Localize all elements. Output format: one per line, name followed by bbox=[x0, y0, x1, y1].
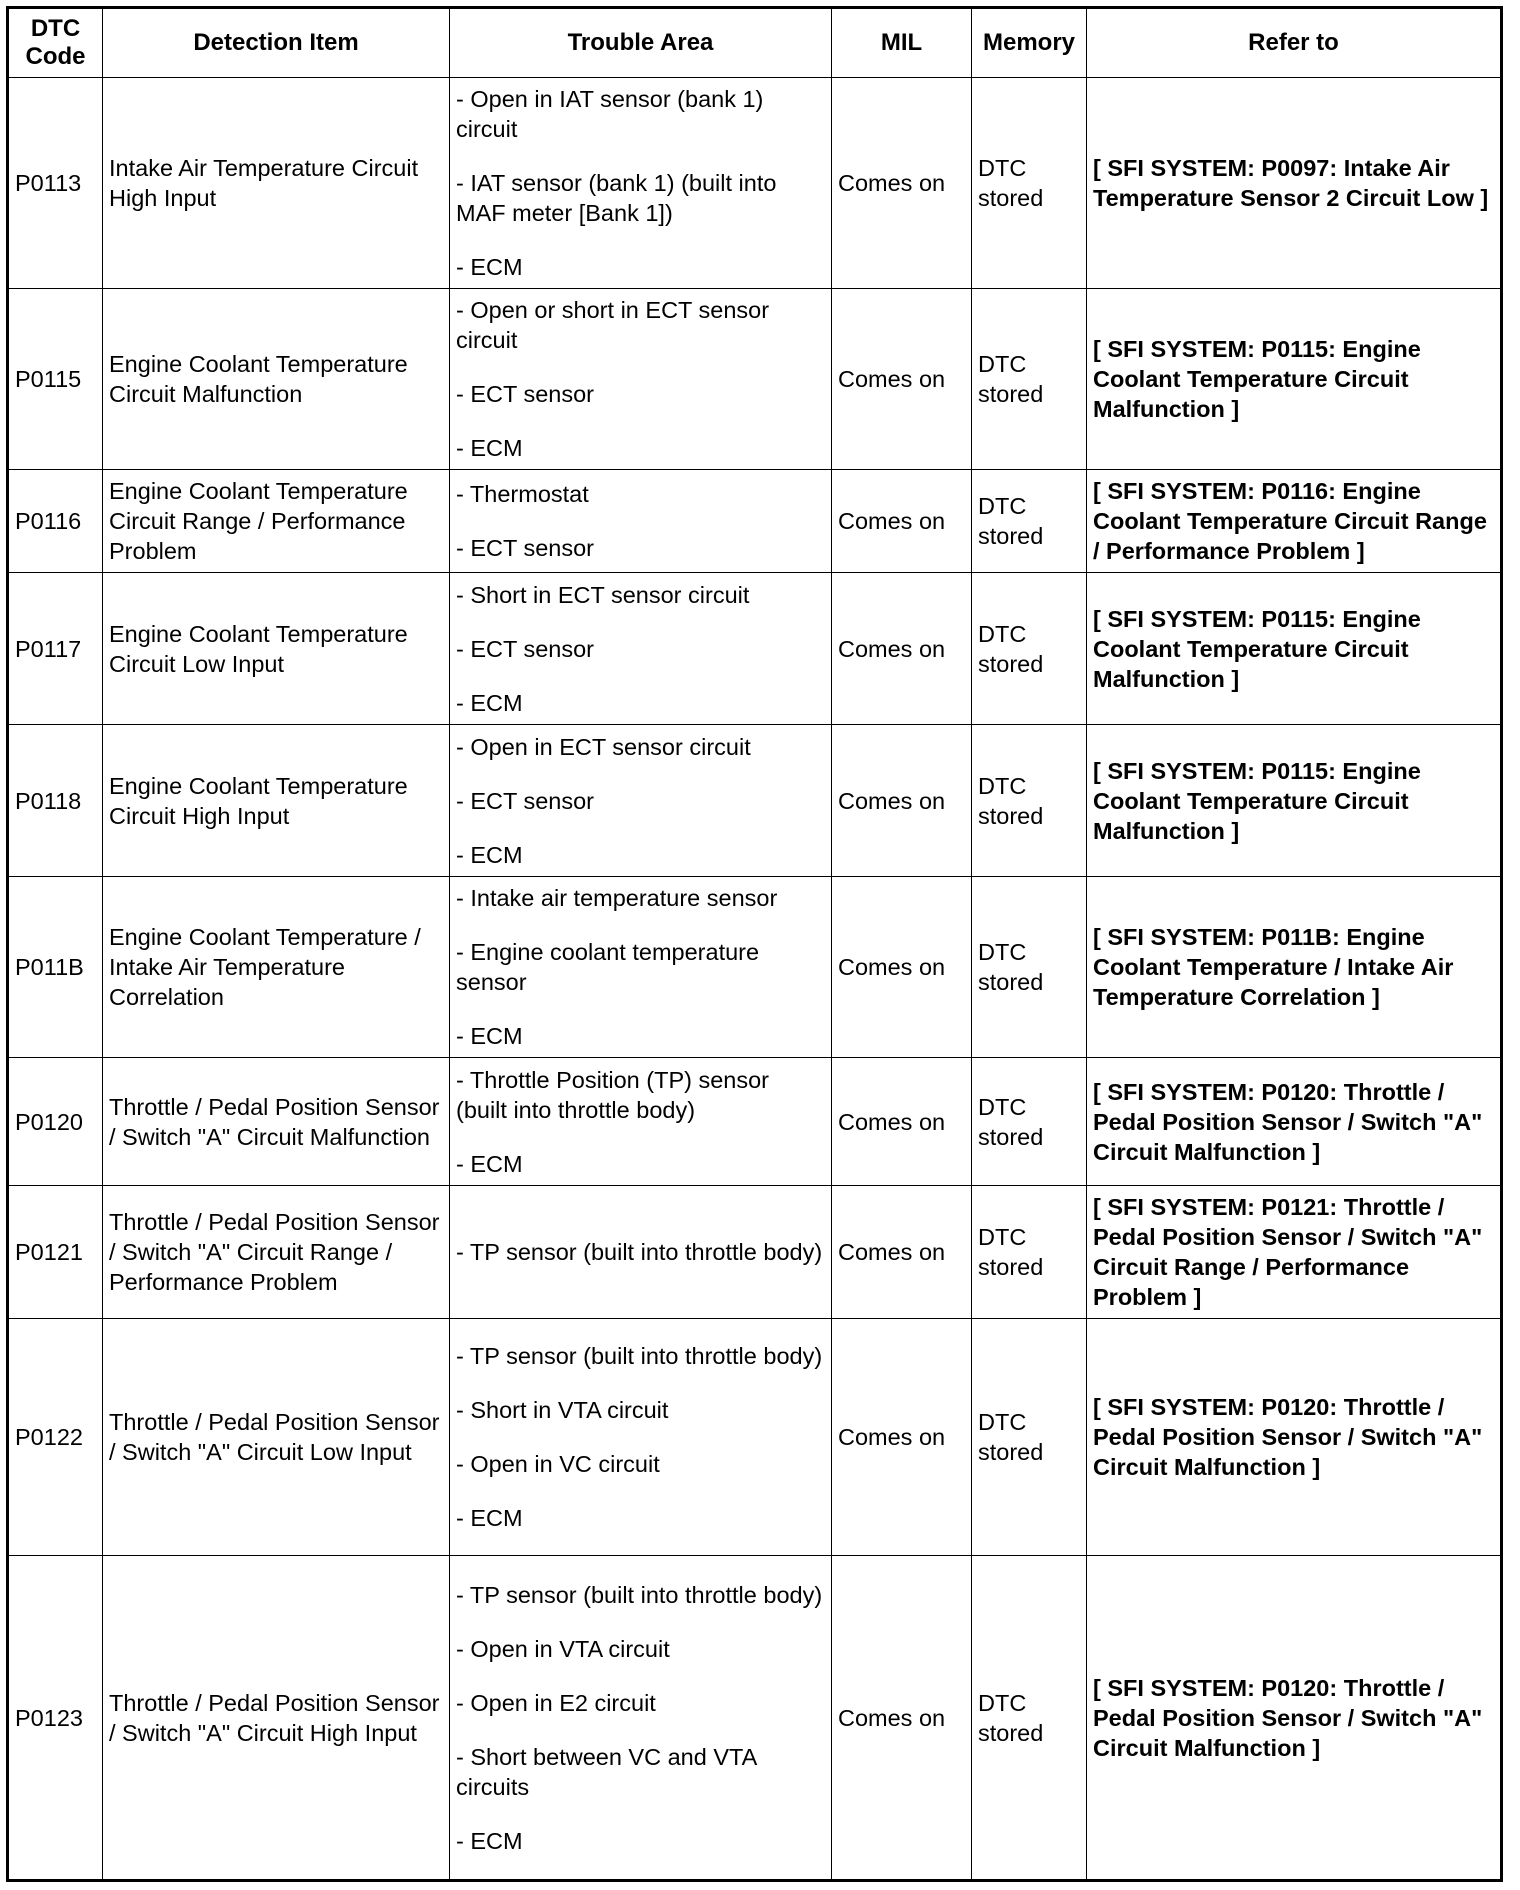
trouble-area-item: - Engine coolant temperature sensor bbox=[456, 939, 760, 995]
detection-item-cell: Engine Coolant Temperature / Intake Air Temperature Correlation bbox=[103, 877, 450, 1058]
line-gap bbox=[456, 816, 825, 840]
detection-item-cell: Engine Coolant Temperature Circuit Range / Performance Problem bbox=[103, 470, 450, 573]
table-row bbox=[8, 1186, 1502, 1319]
line-gap bbox=[456, 1610, 825, 1634]
dtc-code-cell: P0116 bbox=[8, 470, 103, 573]
trouble-area-item: - ECM bbox=[456, 435, 523, 461]
refer-to-cell: [ SFI SYSTEM: P011B: Engine Coolant Temperature / Intake Air Temperature Correlation ] bbox=[1087, 877, 1502, 1058]
mil-cell: Comes on bbox=[832, 1058, 972, 1186]
dtc-code-cell: P0118 bbox=[8, 725, 103, 877]
table-row bbox=[8, 470, 1502, 573]
mil-cell: Comes on bbox=[832, 470, 972, 573]
mil-cell: Comes on bbox=[832, 725, 972, 877]
trouble-area-item: - ECM bbox=[456, 841, 523, 868]
trouble-area-cell bbox=[450, 78, 832, 289]
line-gap bbox=[456, 228, 825, 252]
header-detection-item: Detection Item bbox=[103, 8, 450, 78]
table-row bbox=[8, 289, 1502, 470]
trouble-area-cell bbox=[450, 1186, 832, 1319]
detection-item-cell: Engine Coolant Temperature Circuit Low Input bbox=[103, 573, 450, 725]
line-gap bbox=[456, 1664, 825, 1688]
refer-to-cell: [ SFI SYSTEM: P0120: Throttle / Pedal Position Sensor / Switch "A" Circuit Malfunction ] bbox=[1087, 1556, 1502, 1881]
trouble-area-item: - Throttle Position (TP) sensor (built into throttle body) bbox=[456, 1066, 770, 1123]
trouble-area-item: - Short in ECT sensor circuit bbox=[456, 581, 750, 608]
dtc-code-cell: P0113 bbox=[8, 78, 103, 289]
dtc-code-cell: P011B bbox=[8, 877, 103, 1058]
dtc-code-cell: P0115 bbox=[8, 289, 103, 470]
line-gap bbox=[456, 664, 825, 688]
memory-cell: DTC stored bbox=[972, 1556, 1087, 1881]
mil-cell: Comes on bbox=[832, 1556, 972, 1881]
detection-item-cell: Throttle / Pedal Position Sensor / Switch "A" Circuit Low Input bbox=[103, 1319, 450, 1556]
refer-to-cell: [ SFI SYSTEM: P0115: Engine Coolant Temperature Circuit Malfunction ] bbox=[1087, 725, 1502, 877]
table-row bbox=[8, 1058, 1502, 1186]
line-gap bbox=[456, 610, 825, 634]
refer-to-cell: [ SFI SYSTEM: P0120: Throttle / Pedal Position Sensor / Switch "A" Circuit Malfunction ] bbox=[1087, 1319, 1502, 1556]
trouble-area-item: - Open in IAT sensor (bank 1) circuit bbox=[456, 86, 764, 142]
detection-item-cell: Engine Coolant Temperature Circuit Malfunction bbox=[103, 289, 450, 470]
line-gap bbox=[456, 997, 825, 1021]
table-body bbox=[8, 78, 1502, 1881]
line-gap bbox=[456, 1479, 825, 1503]
memory-cell: DTC stored bbox=[972, 78, 1087, 289]
trouble-area-cell bbox=[450, 1556, 832, 1881]
memory-cell: DTC stored bbox=[972, 573, 1087, 725]
line-gap bbox=[456, 1125, 825, 1149]
detection-item-cell: Throttle / Pedal Position Sensor / Switch "A" Circuit Malfunction bbox=[103, 1058, 450, 1186]
header-refer-to: Refer to bbox=[1087, 8, 1502, 78]
trouble-area-item: - Short between VC and VTA circuits bbox=[456, 1743, 757, 1800]
header-dtc-code: DTC Code bbox=[8, 8, 103, 78]
trouble-area-item: - ECM bbox=[456, 1827, 523, 1854]
mil-cell: Comes on bbox=[832, 1319, 972, 1556]
memory-cell: DTC stored bbox=[972, 877, 1087, 1058]
trouble-area-item: - ECM bbox=[456, 254, 523, 280]
line-gap bbox=[456, 409, 825, 433]
header-mil: MIL bbox=[832, 8, 972, 78]
refer-to-cell: [ SFI SYSTEM: P0116: Engine Coolant Temperature Circuit Range / Performance Problem ] bbox=[1087, 470, 1502, 573]
mil-cell: Comes on bbox=[832, 1186, 972, 1319]
memory-cell: DTC stored bbox=[972, 1058, 1087, 1186]
trouble-area-item: - ECT sensor bbox=[456, 535, 594, 561]
line-gap bbox=[456, 762, 825, 786]
line-gap bbox=[456, 509, 825, 533]
mil-cell: Comes on bbox=[832, 877, 972, 1058]
memory-cell: DTC stored bbox=[972, 1319, 1087, 1556]
header-trouble-area: Trouble Area bbox=[450, 8, 832, 78]
table-row bbox=[8, 877, 1502, 1058]
trouble-area-item: - TP sensor (built into throttle body) bbox=[456, 1239, 823, 1265]
header-memory: Memory bbox=[972, 8, 1087, 78]
trouble-area-cell bbox=[450, 1319, 832, 1556]
line-gap bbox=[456, 1802, 825, 1826]
trouble-area-item: - ECT sensor bbox=[456, 787, 594, 814]
trouble-area-cell bbox=[450, 289, 832, 470]
table-header bbox=[8, 8, 1502, 78]
trouble-area-cell bbox=[450, 725, 832, 877]
refer-to-cell: [ SFI SYSTEM: P0097: Intake Air Temperature Sensor 2 Circuit Low ] bbox=[1087, 78, 1502, 289]
refer-to-cell: [ SFI SYSTEM: P0115: Engine Coolant Temperature Circuit Malfunction ] bbox=[1087, 289, 1502, 470]
trouble-area-item: - Open in E2 circuit bbox=[456, 1689, 656, 1716]
detection-item-cell: Throttle / Pedal Position Sensor / Switch "A" Circuit Range / Performance Problem bbox=[103, 1186, 450, 1319]
trouble-area-item: - Open in VTA circuit bbox=[456, 1635, 670, 1662]
table-row bbox=[8, 725, 1502, 877]
refer-to-cell: [ SFI SYSTEM: P0115: Engine Coolant Temperature Circuit Malfunction ] bbox=[1087, 573, 1502, 725]
memory-cell: DTC stored bbox=[972, 1186, 1087, 1319]
memory-cell: DTC stored bbox=[972, 470, 1087, 573]
line-gap bbox=[456, 144, 825, 168]
table-row bbox=[8, 573, 1502, 725]
table-row bbox=[8, 1556, 1502, 1881]
dtc-code-cell: P0123 bbox=[8, 1556, 103, 1881]
memory-cell: DTC stored bbox=[972, 289, 1087, 470]
trouble-area-item: - TP sensor (built into throttle body) bbox=[456, 1343, 823, 1369]
trouble-area-item: - Thermostat bbox=[456, 481, 589, 507]
trouble-area-cell bbox=[450, 877, 832, 1058]
line-gap bbox=[456, 355, 825, 379]
line-gap bbox=[456, 1718, 825, 1742]
trouble-area-item: - ECT sensor bbox=[456, 635, 594, 662]
trouble-area-cell bbox=[450, 573, 832, 725]
dtc-table bbox=[6, 6, 1503, 1882]
line-gap bbox=[456, 1425, 825, 1449]
trouble-area-item: - ECM bbox=[456, 1505, 523, 1531]
mil-cell: Comes on bbox=[832, 573, 972, 725]
mil-cell: Comes on bbox=[832, 289, 972, 470]
line-gap bbox=[456, 913, 825, 937]
dtc-code-cell: P0117 bbox=[8, 573, 103, 725]
trouble-area-item: - Open in VC circuit bbox=[456, 1451, 660, 1477]
line-gap bbox=[456, 1371, 825, 1395]
trouble-area-cell bbox=[450, 470, 832, 573]
detection-item-cell: Engine Coolant Temperature Circuit High Input bbox=[103, 725, 450, 877]
trouble-area-item: - IAT sensor (bank 1) (built into MAF meter [Bank 1]) bbox=[456, 170, 777, 226]
trouble-area-item: - Short in VTA circuit bbox=[456, 1397, 669, 1423]
trouble-area-item: - ECM bbox=[456, 1150, 523, 1177]
dtc-code-cell: P0121 bbox=[8, 1186, 103, 1319]
table-row bbox=[8, 78, 1502, 289]
dtc-code-cell: P0122 bbox=[8, 1319, 103, 1556]
trouble-area-item: - ECM bbox=[456, 1023, 523, 1049]
mil-cell: Comes on bbox=[832, 78, 972, 289]
trouble-area-item: - TP sensor (built into throttle body) bbox=[456, 1581, 823, 1608]
memory-cell: DTC stored bbox=[972, 725, 1087, 877]
detection-item-cell: Throttle / Pedal Position Sensor / Switch "A" Circuit High Input bbox=[103, 1556, 450, 1881]
detection-item-cell: Intake Air Temperature Circuit High Input bbox=[103, 78, 450, 289]
trouble-area-item: - ECM bbox=[456, 689, 523, 716]
dtc-code-cell: P0120 bbox=[8, 1058, 103, 1186]
refer-to-cell: [ SFI SYSTEM: P0121: Throttle / Pedal Position Sensor / Switch "A" Circuit Range / Performance Problem ] bbox=[1087, 1186, 1502, 1319]
refer-to-cell: [ SFI SYSTEM: P0120: Throttle / Pedal Position Sensor / Switch "A" Circuit Malfunction ] bbox=[1087, 1058, 1502, 1186]
trouble-area-item: - Open or short in ECT sensor circuit bbox=[456, 297, 770, 353]
table-row bbox=[8, 1319, 1502, 1556]
trouble-area-item: - Open in ECT sensor circuit bbox=[456, 733, 751, 760]
trouble-area-item: - Intake air temperature sensor bbox=[456, 885, 778, 911]
trouble-area-cell bbox=[450, 1058, 832, 1186]
trouble-area-item: - ECT sensor bbox=[456, 381, 594, 407]
